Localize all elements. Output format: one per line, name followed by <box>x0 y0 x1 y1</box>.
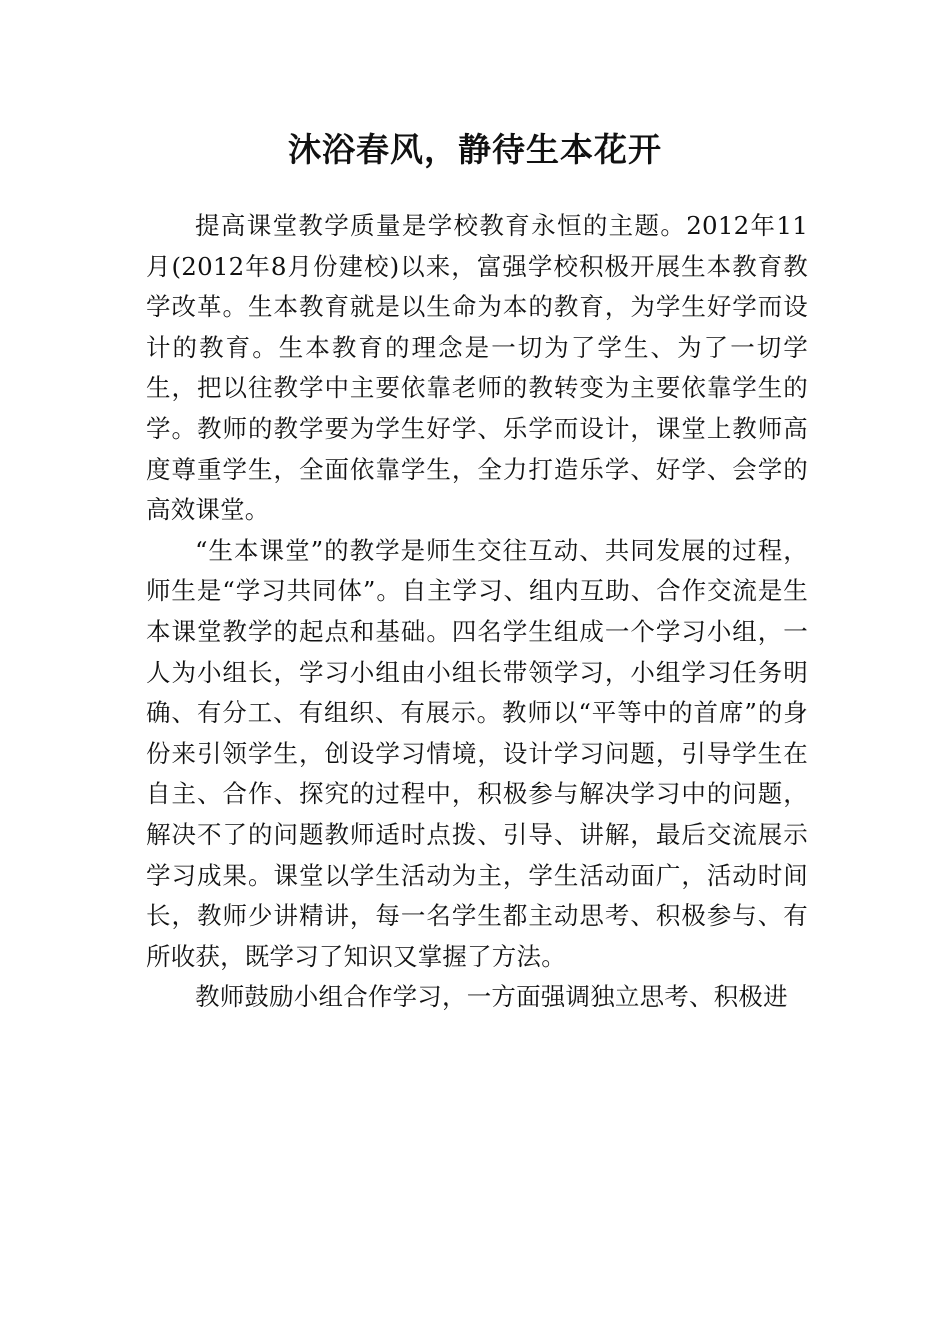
paragraph-1: 提高课堂教学质量是学校教育永恒的主题。2012年11月(2012年8月份建校)以来，富强学校积极开展生本教育教学改革。生本教育就是以生命为本的教育，为学生好学而设计的教育。生本教育的理念是一切为了学生、为了一切学生，把以往教学中主要依靠老师的教转变为主要依靠学生的学。教师的教学要为学生好学、乐学而设计，课堂上教师高度尊重学生，全面依靠学生，全力打造乐学、好学、会学的高效课堂。 <box>146 211 808 525</box>
document-title: 沐浴春风，静待生本花开 <box>288 130 662 169</box>
document-body <box>146 206 808 1018</box>
paragraph-2: “生本课堂”的教学是师生交往互动、共同发展的过程，师生是“学习共同体”。自主学习、组内互助、合作交流是生本课堂教学的起点和基础。四名学生组成一个学习小组，一人为小组长，学习小组由小组长带领学习，小组学习任务明确、有分工、有组织、有展示。教师以“平等中的首席”的身份来引领学生，创设学习情境，设计学习问题，引导学生在自主、合作、探究的过程中，积极参与解决学习中的问题，解决不了的问题教师适时点拨、引导、讲解，最后交流展示学习成果。课堂以学生活动为主，学生活动面广，活动时间长，教师少讲精讲，每一名学生都主动思考、积极参与、有所收获，既学习了知识又掌握了方法。 <box>146 535 808 971</box>
paragraph-3: 教师鼓励小组合作学习，一方面强调独立思考、积极进 <box>195 982 788 1012</box>
